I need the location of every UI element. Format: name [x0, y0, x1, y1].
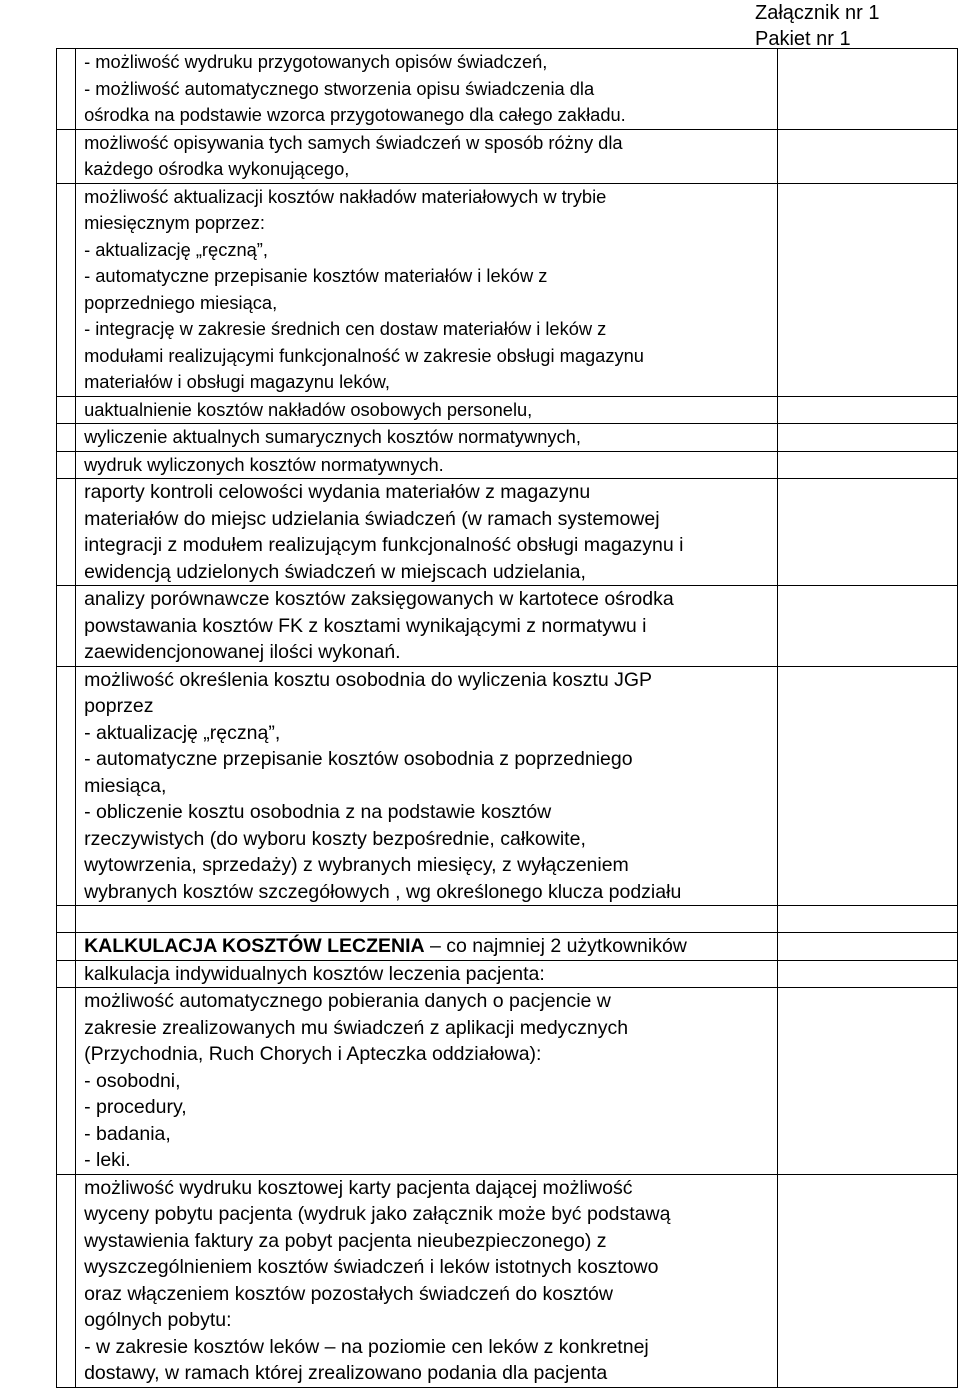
text-line: - możliwość automatycznego stworzenia opisu świadczenia dla: [84, 77, 595, 99]
answer-cell: [778, 424, 958, 452]
table-row: [57, 396, 958, 424]
text-line: poprzez: [84, 695, 154, 717]
text-line: możliwość opisywania tych samych świadczeń w sposób różny dla: [84, 131, 623, 153]
attachment-number: Załącznik nr 1: [755, 2, 880, 24]
section-heading-title: KALKULACJA KOSZTÓW LECZENIA: [84, 935, 425, 957]
description-cell: [76, 129, 778, 183]
text-line: możliwość automatycznego pobierania danych o pacjencie w: [84, 990, 611, 1012]
text-line: integracji z modułem realizującym funkcjonalność obsługi magazynu i: [84, 534, 684, 556]
table-row: [57, 479, 958, 586]
text-line: - automatyczne przepisanie kosztów materiałów i leków z: [84, 265, 548, 286]
section-heading: [76, 933, 777, 960]
text-line: - aktualizację „ręczną”,: [84, 238, 268, 260]
text-line: wytowrzenia, sprzedaży) z wybranych miesięcy, z wyłączeniem: [84, 854, 629, 876]
number-cell: [57, 183, 76, 396]
number-cell: [57, 424, 76, 452]
spacer-row: [57, 906, 958, 933]
description-cell: [76, 586, 778, 667]
text-line: materiałów do miejsc udzielania świadczeń (w ramach systemowej: [84, 507, 660, 530]
description-cell: [76, 666, 778, 906]
requirement-text: [76, 424, 777, 451]
section-heading-note: – co najmniej 2 użytkowników: [424, 935, 687, 957]
answer-cell: [778, 183, 958, 396]
text-line: - aktualizację „ręczną”,: [84, 721, 281, 744]
table-row: [57, 1174, 958, 1387]
table-row: [57, 183, 958, 396]
description-cell: [76, 424, 778, 452]
description-cell: [76, 396, 778, 424]
text-line: - w zakresie kosztów leków – na poziomie cen leków z konkretnej: [84, 1335, 649, 1358]
description-cell: [76, 479, 778, 586]
table-row: [57, 666, 958, 906]
description-cell: [76, 49, 778, 130]
answer-cell: [778, 960, 958, 988]
text-line: - leki.: [84, 1149, 131, 1171]
text-line: - możliwość wydruku przygotowanych opisów świadczeń,: [84, 51, 548, 72]
table-row: [57, 129, 958, 183]
requirement-text: [76, 988, 777, 1174]
answer-cell: [778, 988, 958, 1175]
requirement-text: [76, 667, 777, 906]
section-heading-row: [57, 933, 958, 961]
text-line: uaktualnienie kosztów nakładów osobowych personelu,: [84, 398, 533, 420]
answer-cell: [778, 49, 958, 130]
text-line: wystawienia faktury za pobyt pacjenta nieubezpieczonego) z: [84, 1229, 607, 1252]
requirement-text: [76, 184, 777, 396]
number-cell: [57, 960, 76, 988]
number-cell: [57, 666, 76, 906]
requirements-table: [56, 48, 958, 1388]
text-line: wybranych kosztów szczegółowych , wg określonego klucza podziału: [84, 880, 682, 903]
text-line: - osobodni,: [84, 1069, 181, 1092]
text-line: rzeczywistych (do wyboru koszty bezpośrednie, całkowite,: [84, 827, 586, 850]
text-line: ogólnych pobytu:: [84, 1309, 232, 1331]
number-cell: [57, 129, 76, 183]
text-line: (Przychodnia, Ruch Chorych i Apteczka oddziałowa):: [84, 1043, 542, 1065]
text-line: analizy porównawcze kosztów zaksięgowanych w kartotece ośrodka: [84, 588, 674, 610]
requirement-text: [76, 49, 777, 129]
text-line: dostawy, w ramach której zrealizowano podania dla pacjenta: [84, 1362, 608, 1384]
answer-cell: [778, 479, 958, 586]
answer-cell: [778, 1174, 958, 1387]
number-cell: [57, 451, 76, 479]
number-cell: [57, 1174, 76, 1387]
requirement-text: [76, 452, 777, 479]
text-line: możliwość określenia kosztu osobodnia do wyliczenia kosztu JGP: [84, 668, 653, 691]
text-line: oraz włączeniem kosztów pozostałych świadczeń do kosztów: [84, 1282, 613, 1305]
text-line: - procedury,: [84, 1096, 187, 1118]
text-line: miesięcznym poprzez:: [84, 212, 265, 233]
table-row: [57, 424, 958, 452]
text-line: poprzedniego miesiąca,: [84, 291, 278, 313]
description-cell: [76, 451, 778, 479]
requirement-text: [76, 1175, 777, 1387]
answer-cell: [778, 666, 958, 906]
text-line: miesiąca,: [84, 774, 167, 797]
number-cell: [57, 988, 76, 1175]
text-line: wydruk wyliczonych kosztów normatywnych.: [84, 453, 444, 475]
description-cell: [76, 183, 778, 396]
requirement-text: [76, 479, 777, 585]
text-line: wyliczenie aktualnych sumarycznych kosztów normatywnych,: [84, 426, 581, 447]
text-line: wyszczególnieniem kosztów świadczeń i leków istotnych kosztowo: [84, 1256, 659, 1278]
requirement-text: [76, 130, 777, 183]
text-line: raporty kontroli celowości wydania materiałów z magazynu: [84, 481, 591, 503]
text-line: - integrację w zakresie średnich cen dostaw materiałów i leków z: [84, 318, 607, 339]
text-line: możliwość wydruku kosztowej karty pacjenta dającej możliwość: [84, 1176, 633, 1199]
package-number: Pakiet nr 1: [755, 28, 851, 50]
text-line: - badania,: [84, 1122, 171, 1145]
answer-cell: [778, 129, 958, 183]
description-cell: [76, 988, 778, 1175]
text-line: materiałów i obsługi magazynu leków,: [84, 371, 390, 392]
text-line: modułami realizującymi funkcjonalność w zakresie obsługi magazynu: [84, 344, 644, 366]
text-line: kalkulacja indywidualnych kosztów leczenia pacjenta:: [84, 962, 545, 985]
text-line: wyceny pobytu pacjenta (wydruk jako załącznik może być podstawą: [84, 1203, 671, 1225]
text-line: powstawania kosztów FK z kosztami wynikającymi z normatywu i: [84, 614, 647, 637]
description-cell: [76, 1174, 778, 1387]
text-line: każdego ośrodka wykonującego,: [84, 158, 350, 179]
number-cell: [57, 396, 76, 424]
table-row: [57, 451, 958, 479]
text-line: ewidencją udzielonych świadczeń w miejscach udzielania,: [84, 560, 586, 583]
number-cell: [57, 49, 76, 130]
answer-cell: [778, 586, 958, 667]
text-line: ośrodka na podstawie wzorca przygotowanego dla całego zakładu.: [84, 104, 626, 125]
answer-cell: [778, 396, 958, 424]
table-row: [57, 586, 958, 667]
table-row: [57, 49, 958, 130]
table-row: [57, 988, 958, 1175]
requirement-text: [76, 397, 777, 424]
table-row: [57, 960, 958, 988]
answer-cell: [778, 451, 958, 479]
description-cell: [76, 960, 778, 988]
text-line: zakresie zrealizowanych mu świadczeń z aplikacji medycznych: [84, 1016, 629, 1039]
attachment-header: [755, 0, 955, 52]
text-line: - obliczenie kosztu osobodnia z na podstawie kosztów: [84, 801, 552, 823]
number-cell: [57, 479, 76, 586]
requirement-text: [76, 586, 777, 666]
text-line: możliwość aktualizacji kosztów nakładów materiałowych w trybie: [84, 185, 607, 207]
text-line: - automatyczne przepisanie kosztów osobodnia z poprzedniego: [84, 748, 633, 770]
text-line: zaewidencjonowanej ilości wykonań.: [84, 641, 401, 663]
number-cell: [57, 586, 76, 667]
requirement-text: [76, 961, 777, 988]
